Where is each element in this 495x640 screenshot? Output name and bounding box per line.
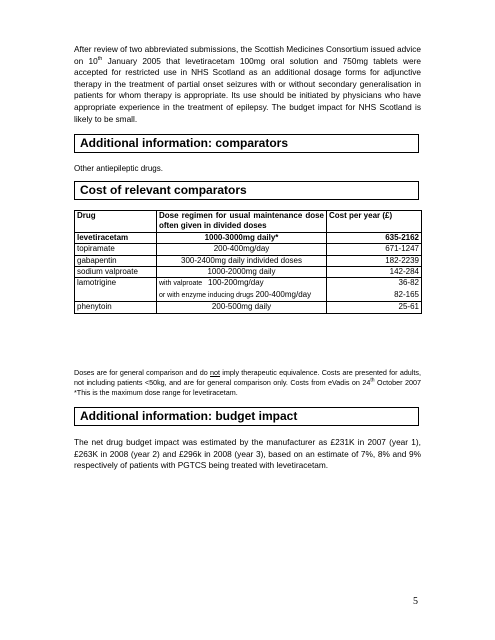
dose-cell-enzyme: or with enzyme inducing drugs 200-400mg/day	[157, 290, 327, 302]
table-header-row	[75, 211, 422, 233]
budget-paragraph: The net drug budget impact was estimated by the manufacturer as £231K in 2007 (year 1), £263K in 2008 (year 2) and £296k in 2008 (year 3), based on an estimate of 7%, 8% and 9% respectively of patients with PGTCS being treated with levetiracetam.	[74, 437, 421, 471]
drug-cell: gabapentin	[75, 255, 157, 266]
cost-cell: 182-2239	[327, 255, 422, 266]
intro-paragraph: After review of two abbreviated submissions, the Scottish Medicines Consortium issued advice on 10th January 2005 that levetiracetam 100mg oral solution and 750mg tablets were accepted for restricted use in NHS Scotland as an additional dosage forms for adjunctive therapy in the treatment of partial onset seizures with or without secondary generalisation in patients for whom therapy is appropriate. Its use should be initiated by physicians who have appropriate experience in the treatment of epilepsy. The budget impact for NHS Scotland is likely to be small.	[74, 44, 422, 124]
drug-cell: topiramate	[75, 244, 157, 255]
dose-cell: 200-500mg daily	[157, 302, 327, 313]
comparators-text: Other antiepileptic drugs.	[74, 164, 163, 173]
dose-cell: 200-400mg/day	[157, 244, 327, 255]
table-row-lamotrigine	[75, 278, 422, 290]
table-row	[75, 244, 422, 255]
cost-cell: 671-1247	[327, 244, 422, 255]
drug-cell: levetiracetam	[75, 232, 157, 243]
cost-cell: 142-284	[327, 267, 422, 278]
drug-cell: phenytoin	[75, 302, 157, 313]
table-row	[75, 302, 422, 313]
cost-cell: 25-61	[327, 302, 422, 313]
header-drug: Drug	[75, 211, 157, 233]
cost-cell: 36-82	[327, 278, 422, 290]
comparators-heading: Additional information: comparators	[74, 134, 419, 153]
dose-cell: 1000-3000mg daily*	[157, 232, 327, 243]
cost-heading: Cost of relevant comparators	[74, 181, 419, 200]
table-row	[75, 267, 422, 278]
budget-heading: Additional information: budget impact	[74, 407, 419, 426]
table-row	[75, 255, 422, 266]
dose-cell-valproate: with valproate 100-200mg/day	[157, 278, 327, 290]
drug-cell: sodium valproate	[75, 267, 157, 278]
page-number: 5	[413, 596, 418, 607]
header-dose: Dose regimen for usual maintenance dose often given in divided doses	[157, 211, 327, 233]
cost-comparators-table	[74, 210, 422, 314]
dose-cell: 300-2400mg daily individed doses	[157, 255, 327, 266]
cost-cell: 82-165	[327, 290, 422, 302]
table-row	[75, 232, 422, 243]
drug-cell: lamotrigine	[75, 278, 157, 302]
table-footnote: Doses are for general comparison and do not imply therapeutic equivalence. Costs are presented for adults, not including patients <50kg, and are for general comparison only. Costs from eVadis on 24th October 2007 *This is the maximum dose range for levetiracetam.	[74, 368, 421, 398]
header-cost: Cost per year (£)	[327, 211, 422, 233]
dose-cell: 1000-2000mg daily	[157, 267, 327, 278]
cost-cell: 635-2162	[327, 232, 422, 243]
